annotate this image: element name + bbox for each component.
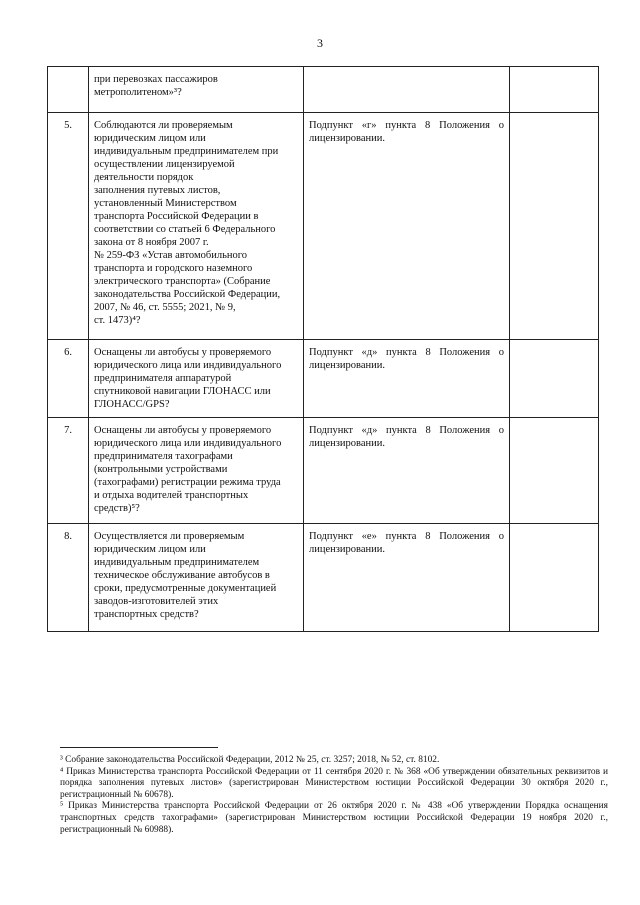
checklist-table <box>47 66 599 632</box>
question-line: установленный Министерством <box>94 198 237 209</box>
answer-cell <box>510 113 599 340</box>
question-line: транспортных средств? <box>94 609 199 620</box>
question-line: ГЛОНАСС/GPS? <box>94 399 170 410</box>
question-line: сроки, предусмотренные документацией <box>94 583 277 594</box>
question-line: при перевозках пассажиров <box>94 74 218 85</box>
question-cell <box>89 67 304 113</box>
question-line: транспорта и городского наземного <box>94 263 253 274</box>
question-line: закона от 8 ноября 2007 г. <box>94 237 209 248</box>
question-line: 2007, № 46, ст. 5555; 2021, № 9, <box>94 302 236 313</box>
reference-cell: Подпункт «г» пункта 8 Положения о лицензировании. <box>304 113 510 340</box>
row-number: 7. <box>48 418 89 524</box>
question-cell <box>89 340 304 418</box>
answer-cell <box>510 340 599 418</box>
table-row <box>48 113 599 340</box>
question-line: метрополитеном»³? <box>94 87 182 98</box>
question-line: законодательства Российской Федерации, <box>94 289 281 300</box>
question-line: средств)⁵? <box>94 503 140 514</box>
footnote-3: ³ Собрание законодательства Российской Федерации, 2012 № 25, ст. 3257; 2018, № 52, ст. 8102. <box>60 755 440 765</box>
question-line: индивидуальным предпринимателем при <box>94 146 279 157</box>
page-number: 3 <box>317 36 323 50</box>
question-line: юридическим лицом или <box>94 133 206 144</box>
question-line: заводов-изготовителей этих <box>94 596 219 607</box>
question-line: ст. 1473)⁴? <box>94 315 141 326</box>
question-cell <box>89 113 304 340</box>
reference-cell: Подпункт «е» пункта 8 Положения о лицензировании. <box>304 524 510 632</box>
question-line: № 259-ФЗ «Устав автомобильного <box>94 250 248 261</box>
table-row <box>48 418 599 524</box>
answer-cell <box>510 418 599 524</box>
question-line: Оснащены ли автобусы у проверяемого <box>94 425 272 436</box>
question-line: заполнения путевых листов, <box>94 185 221 196</box>
footnote-5: ⁵ Приказ Министерства транспорта Российской Федерации от 26 октября 2020 г. № 438 «Об утверждении Порядка оснащения транспортных средств тахографами» (зарегистрирован Министерством юстиции Российской Федерации 19 ноября 2020 г., регистрационный № 60988). <box>60 801 608 835</box>
question-cell <box>89 418 304 524</box>
question-line: техническое обслуживание автобусов в <box>94 570 270 581</box>
question-line: и отдыха водителей транспортных <box>94 490 249 501</box>
table-row <box>48 67 599 113</box>
footnote-divider <box>60 747 218 748</box>
question-line: транспорта Российской Федерации в <box>94 211 259 222</box>
question-line: соответствии со статьей 6 Федерального <box>94 224 276 235</box>
reference-cell: Подпункт «д» пункта 8 Положения о лицензировании. <box>304 418 510 524</box>
question-line: юридического лица или индивидуального <box>94 360 282 371</box>
row-number: 5. <box>48 113 89 340</box>
question-line: электрического транспорта» (Собрание <box>94 276 271 287</box>
row-number <box>48 67 89 113</box>
reference-cell: Подпункт «д» пункта 8 Положения о лицензировании. <box>304 340 510 418</box>
question-line: индивидуальным предпринимателем <box>94 557 260 568</box>
question-line: юридического лица или индивидуального <box>94 438 282 449</box>
question-line: Осуществляется ли проверяемым <box>94 531 245 542</box>
row-number: 8. <box>48 524 89 632</box>
question-line: Оснащены ли автобусы у проверяемого <box>94 347 272 358</box>
table-row <box>48 524 599 632</box>
answer-cell <box>510 67 599 113</box>
question-line: (контрольными устройствами <box>94 464 228 475</box>
question-cell <box>89 524 304 632</box>
row-number: 6. <box>48 340 89 418</box>
footnote-4: ⁴ Приказ Министерства транспорта Российской Федерации от 11 сентября 2020 г. № 368 «Об утверждении обязательных реквизитов и порядка заполнения путевых листов» (зарегистрирован Министерством юстиции Российской Федерации 30 октября 2020 г., регистрационный № 60678). <box>60 766 608 800</box>
question-line: предпринимателя аппаратурой <box>94 373 232 384</box>
question-line: Соблюдаются ли проверяемым <box>94 120 233 131</box>
question-line: деятельности порядок <box>94 172 194 183</box>
answer-cell <box>510 524 599 632</box>
footnotes <box>60 755 608 836</box>
table-row <box>48 340 599 418</box>
question-line: юридическим лицом или <box>94 544 206 555</box>
question-line: предпринимателя тахографами <box>94 451 233 462</box>
question-line: спутниковой навигации ГЛОНАСС или <box>94 386 271 397</box>
reference-cell <box>304 67 510 113</box>
question-line: осуществлении лицензируемой <box>94 159 235 170</box>
question-line: (тахографами) регистрации режима труда <box>94 477 281 488</box>
